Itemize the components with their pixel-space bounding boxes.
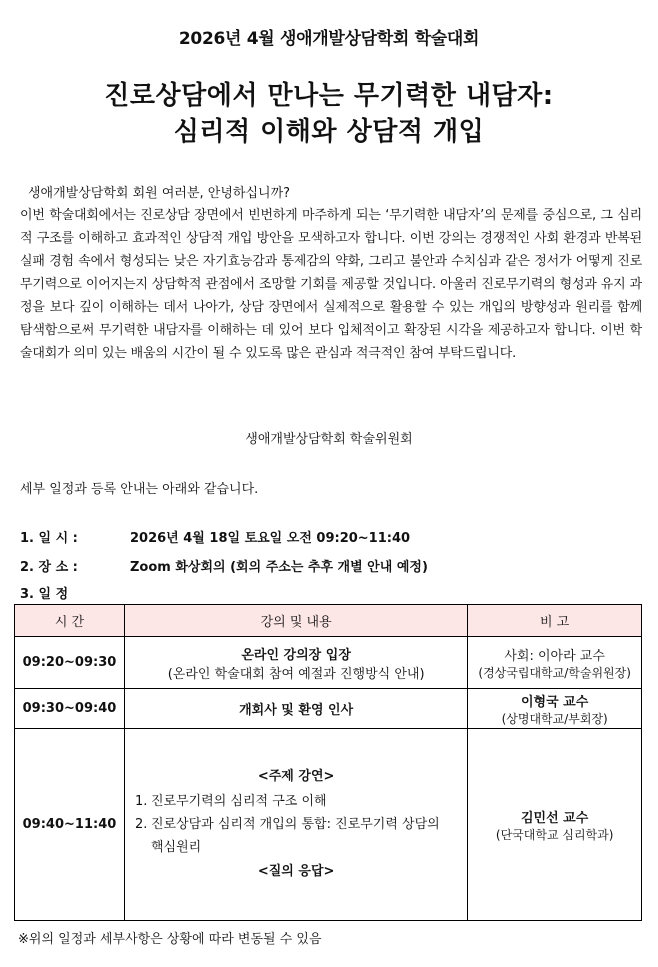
note-main: 사회: 이아라 교수 (504, 648, 605, 664)
table-header-row (15, 605, 642, 637)
content-footer: <질의 응답> (257, 864, 335, 879)
event-title: 2026년 4월 생애개발상담학회 학술대회 (178, 29, 480, 49)
footnote: ※위의 일정과 세부사항은 상황에 따라 변동될 수 있음 (18, 932, 322, 947)
greeting: 생애개발상담학회 회원 여러분, 안녕하십니까? (28, 186, 291, 201)
row-time: 09:20~09:30 (15, 637, 125, 689)
schedule-label: 3. 일 정 (20, 587, 69, 602)
intro-paragraph: 이번 학술대회에서는 진로상담 장면에서 빈번하게 마주하게 되는 ‘무기력한 내담자’의 문제를 중심으로, 그 심리적 구조를 이해하고 효과적인 상담적 개입 방안을 모색하고자 합니다. 이번 강의는 경쟁적인 사회 환경과 반복된 실패 경험 속에서 형성되는 낮은 자기효능감과 통제감의 약화, 그리고 불안과 수치심과 같은 정서가 어떻게 진로무기력으로 이어지는지 상담학적 관점에서 조망할 기회를 제공할 것입니다. 아울러 진로무기력의 형성과 유지 과정을 보다 깊이 이해하는 데서 나아가, 상담 장면에서 실제적으로 활용할 수 있는 개입의 방향성과 원리를 함께 탐색함으로써 무기력한 내담자를 이해하는 데 있어 보다 입체적이고 확장된 시각을 제공하고자 합니다. 이번 학술대회가 의미 있는 배움의 시간이 될 수 있도록 많은 관심과 적극적인 참여 부탁드립니다. (20, 208, 642, 361)
row-note (468, 729, 642, 921)
list-item (135, 813, 455, 859)
place-label: 2. 장 소 : (20, 560, 78, 575)
main-title-line2: 심리적 이해와 상담적 개입 (173, 117, 485, 147)
item-number: 1. (134, 794, 148, 809)
talk-list (135, 790, 455, 859)
table-row (15, 729, 642, 921)
content-heading: <주제 강연> (257, 769, 335, 784)
row-time: 09:40~11:40 (15, 729, 125, 921)
item-text: 진로무기력의 심리적 구조 이해 (150, 794, 327, 809)
main-title-line1: 진로상담에서 만나는 무기력한 내담자: (104, 81, 554, 111)
header-content: 강의 및 내용 (124, 605, 467, 637)
row-content (124, 729, 467, 921)
row-time: 09:30~09:40 (15, 689, 125, 729)
item-number: 2. (134, 817, 148, 832)
header-note: 비 고 (468, 605, 642, 637)
content-sub: (온라인 학술대회 참여 예절과 진행방식 안내) (167, 666, 425, 682)
note-sub: (상명대학교/부회장) (501, 711, 608, 726)
row-note (468, 637, 642, 689)
details-intro: 세부 일정과 등록 안내는 아래와 같습니다. (20, 482, 259, 497)
note-sub: (경상국립대학교/학술위원장) (478, 665, 631, 680)
item-text: 진로상담과 심리적 개입의 통합: 진로무기력 상담의 핵심원리 (150, 817, 440, 855)
table-row (15, 689, 642, 729)
row-content (124, 637, 467, 689)
schedule-table (14, 604, 642, 921)
schedule-row (20, 583, 68, 602)
list-item (135, 790, 455, 813)
place-value: Zoom 화상회의 (회의 주소는 추후 개별 안내 예정) (130, 560, 428, 575)
signature: 생애개발상담학회 학술위원회 (245, 432, 413, 447)
date-label: 1. 일 시 : (20, 531, 78, 546)
content-main: 개회사 및 환영 인사 (124, 689, 467, 729)
note-main: 김민선 교수 (520, 810, 589, 826)
content-main: 온라인 강의장 입장 (241, 647, 351, 663)
note-sub: (단국대학교 심리학과) (495, 827, 614, 842)
date-row (20, 527, 410, 546)
place-row (20, 556, 428, 575)
date-value: 2026년 4월 18일 토요일 오전 09:20~11:40 (130, 531, 411, 546)
row-note (468, 689, 642, 729)
table-row (15, 637, 642, 689)
header-time: 시 간 (15, 605, 125, 637)
main-title (0, 78, 658, 150)
note-main: 이형국 교수 (520, 694, 589, 710)
